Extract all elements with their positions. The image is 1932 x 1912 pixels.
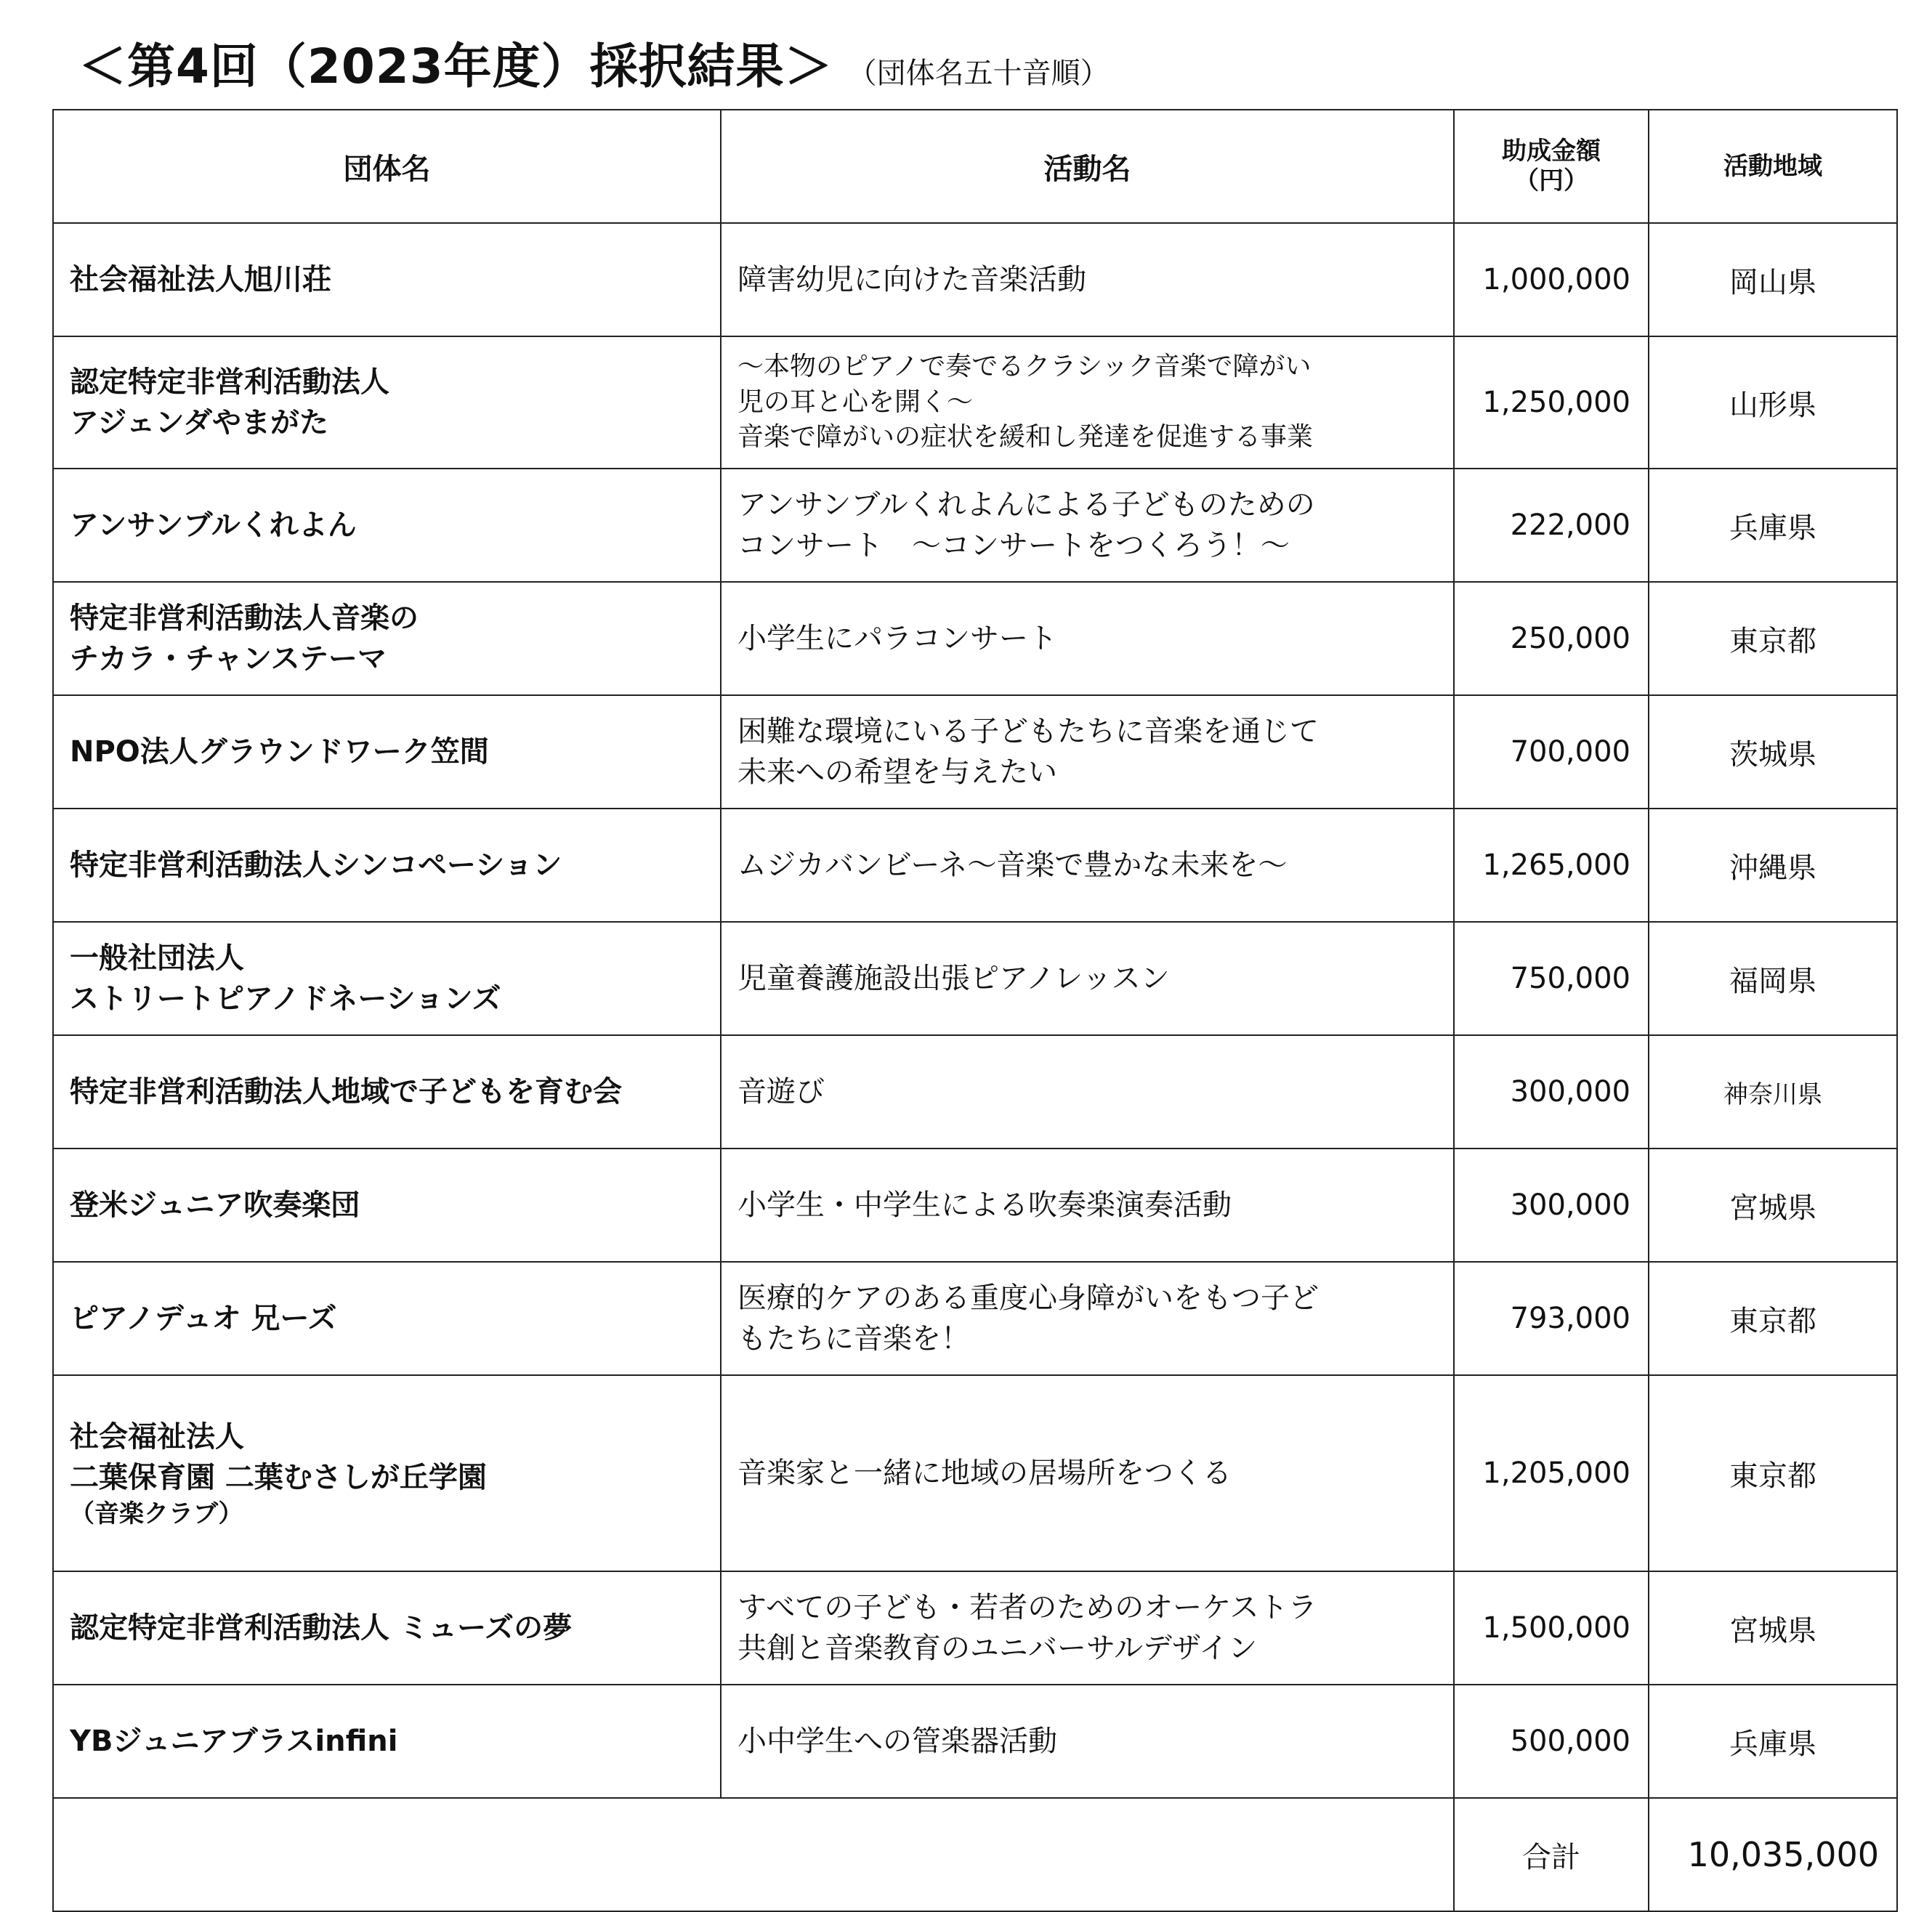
activity-name: 小学生・中学生による吹奏楽演奏活動 bbox=[721, 1149, 1454, 1262]
activity-name: 児童養護施設出張ピアノレッスン bbox=[721, 922, 1454, 1035]
grant-amount: 222,000 bbox=[1454, 469, 1649, 582]
title-sub: （団体名五十音順） bbox=[847, 57, 1110, 90]
org-name: アンサンブルくれよん bbox=[53, 469, 721, 582]
org-name: ピアノデュオ 兄ーズ bbox=[53, 1262, 721, 1375]
title-main: ＜第4回（2023年度）採択結果＞ bbox=[78, 39, 833, 94]
region: 神奈川県 bbox=[1649, 1035, 1897, 1149]
activity-name: 小中学生への管楽器活動 bbox=[721, 1685, 1454, 1798]
region: 兵庫県 bbox=[1649, 1685, 1897, 1798]
region: 岡山県 bbox=[1649, 223, 1897, 336]
header-org: 団体名 bbox=[53, 110, 721, 223]
header-amount: 助成金額 （円） bbox=[1454, 110, 1649, 223]
grant-amount: 750,000 bbox=[1454, 922, 1649, 1035]
results-table bbox=[52, 109, 1898, 1912]
grant-amount: 250,000 bbox=[1454, 582, 1649, 695]
page-title bbox=[78, 28, 1110, 100]
header-activity: 活動名 bbox=[721, 110, 1454, 223]
grant-amount: 1,500,000 bbox=[1454, 1571, 1649, 1685]
total-label: 合計 bbox=[1454, 1798, 1649, 1911]
org-name: 登米ジュニア吹奏楽団 bbox=[53, 1149, 721, 1262]
region: 山形県 bbox=[1649, 336, 1897, 469]
table-row bbox=[53, 1149, 1897, 1262]
activity-name: 音楽家と一緒に地域の居場所をつくる bbox=[721, 1375, 1454, 1571]
grant-amount: 700,000 bbox=[1454, 695, 1649, 809]
table-row bbox=[53, 1375, 1897, 1571]
org-name: NPO法人グラウンドワーク笠間 bbox=[53, 695, 721, 809]
activity-name: 困難な環境にいる子どもたちに音楽を通じて 未来への希望を与えたい bbox=[721, 695, 1454, 809]
org-name: YBジュニアブラスinfini bbox=[53, 1685, 721, 1798]
grant-amount: 793,000 bbox=[1454, 1262, 1649, 1375]
region: 宮城県 bbox=[1649, 1149, 1897, 1262]
grant-amount: 1,265,000 bbox=[1454, 809, 1649, 922]
org-name: 認定特定非営利活動法人 アジェンダやまがた bbox=[53, 336, 721, 469]
region: 東京都 bbox=[1649, 582, 1897, 695]
activity-name: ムジカバンビーネ〜音楽で豊かな未来を〜 bbox=[721, 809, 1454, 922]
grant-amount: 500,000 bbox=[1454, 1685, 1649, 1798]
table-row bbox=[53, 1685, 1897, 1798]
org-name-cell bbox=[53, 1375, 721, 1571]
org-name-note: （音楽クラブ） bbox=[70, 1499, 243, 1528]
table-row bbox=[53, 223, 1897, 336]
region: 茨城県 bbox=[1649, 695, 1897, 809]
activity-name: 小学生にパラコンサート bbox=[721, 582, 1454, 695]
table-row bbox=[53, 1262, 1897, 1375]
region: 兵庫県 bbox=[1649, 469, 1897, 582]
activity-name: 音遊び bbox=[721, 1035, 1454, 1149]
activity-name: すべての子ども・若者のためのオーケストラ 共創と音楽教育のユニバーサルデザイン bbox=[721, 1571, 1454, 1685]
activity-name: アンサンブルくれよんによる子どものための コンサート 〜コンサートをつくろう！〜 bbox=[721, 469, 1454, 582]
table-row bbox=[53, 695, 1897, 809]
region: 福岡県 bbox=[1649, 922, 1897, 1035]
org-name: 特定非営利活動法人地域で子どもを育む会 bbox=[53, 1035, 721, 1149]
table-row bbox=[53, 469, 1897, 582]
org-name: 特定非営利活動法人音楽の チカラ・チャンステーマ bbox=[53, 582, 721, 695]
header-region: 活動地域 bbox=[1649, 110, 1897, 223]
region: 宮城県 bbox=[1649, 1571, 1897, 1685]
total-row bbox=[53, 1798, 1897, 1911]
activity-name: 医療的ケアのある重度心身障がいをもつ子ど もたちに音楽を！ bbox=[721, 1262, 1454, 1375]
region: 東京都 bbox=[1649, 1262, 1897, 1375]
table-row bbox=[53, 582, 1897, 695]
table-row bbox=[53, 336, 1897, 469]
table-header-row bbox=[53, 110, 1897, 223]
grant-amount: 1,250,000 bbox=[1454, 336, 1649, 469]
activity-name: 〜本物のピアノで奏でるクラシック音楽で障がい 児の耳と心を開く〜 音楽で障がいの症状を緩和し発達を促進する事業 bbox=[721, 336, 1454, 469]
org-name: 特定非営利活動法人シンコペーション bbox=[53, 809, 721, 922]
region: 東京都 bbox=[1649, 1375, 1897, 1571]
table-row bbox=[53, 1035, 1897, 1149]
grant-amount: 300,000 bbox=[1454, 1035, 1649, 1149]
total-value: 10,035,000 bbox=[1649, 1798, 1897, 1911]
org-name: 一般社団法人 ストリートピアノドネーションズ bbox=[53, 922, 721, 1035]
org-name: 社会福祉法人旭川荘 bbox=[53, 223, 721, 336]
org-name: 認定特定非営利活動法人 ミューズの夢 bbox=[53, 1571, 721, 1685]
grant-amount: 1,000,000 bbox=[1454, 223, 1649, 336]
total-spacer bbox=[53, 1798, 1454, 1911]
grant-amount: 1,205,000 bbox=[1454, 1375, 1649, 1571]
org-name: 社会福祉法人 二葉保育園 二葉むさしが丘学園 bbox=[70, 1420, 487, 1494]
activity-name: 障害幼児に向けた音楽活動 bbox=[721, 223, 1454, 336]
grant-amount: 300,000 bbox=[1454, 1149, 1649, 1262]
region: 沖縄県 bbox=[1649, 809, 1897, 922]
table-row bbox=[53, 809, 1897, 922]
table-row bbox=[53, 922, 1897, 1035]
table-row bbox=[53, 1571, 1897, 1685]
